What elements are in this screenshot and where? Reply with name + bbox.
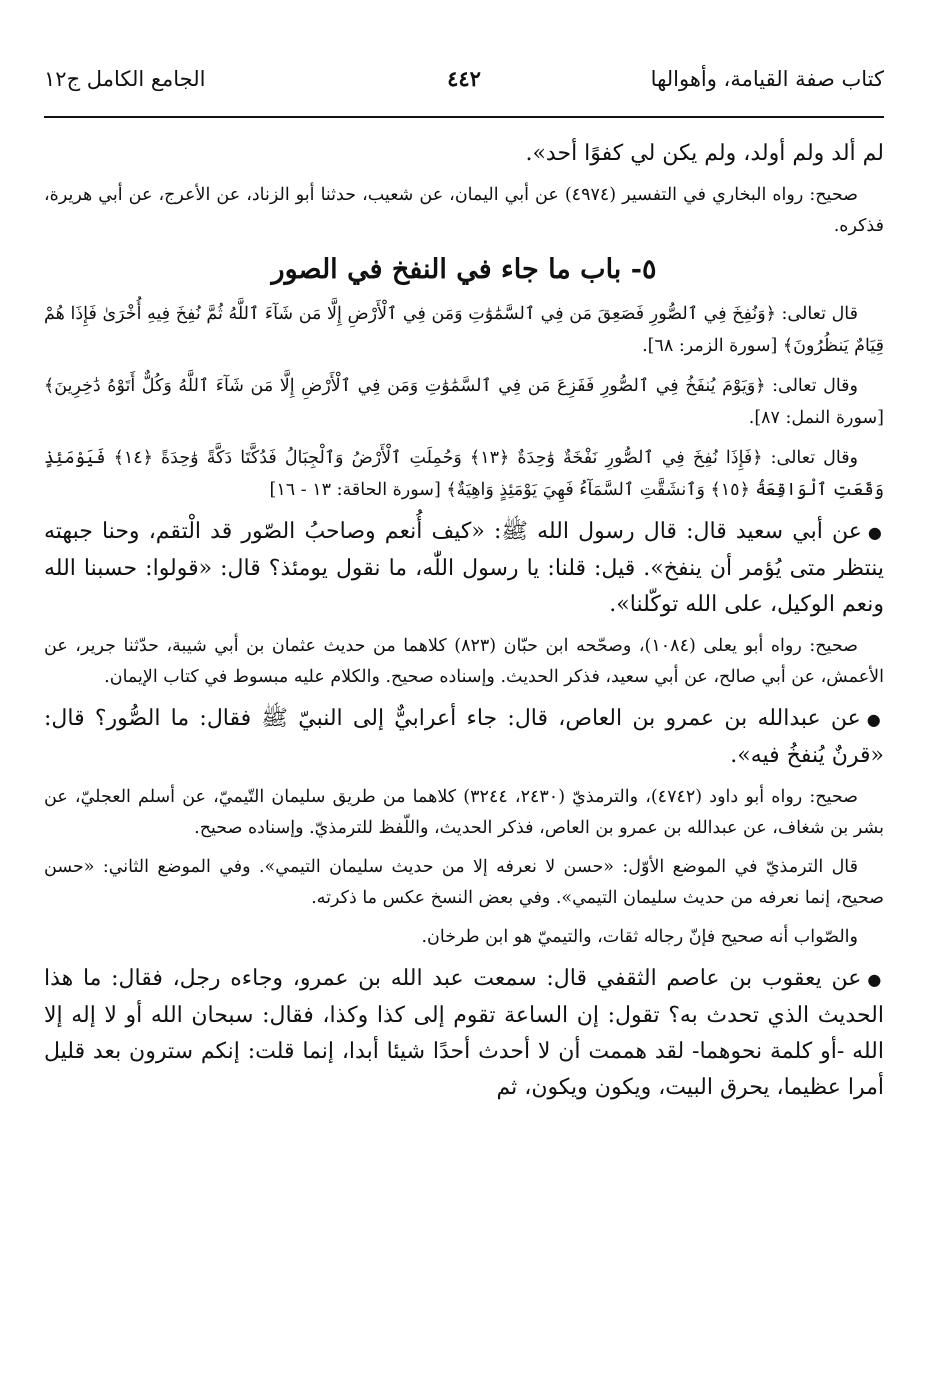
header-book-section: كتاب صفة القيامة، وأهوالها	[650, 67, 884, 91]
takhrij-paragraph: صحيح: رواه أبو يعلى (١٠٨٤)، وصحّحه ابن حبّان (٨٢٣) كلاهما من حديث عثمان بن أبي شيبة، حدّثنا جرير، عن الأعمش، عن أبي صالح، عن أبي سعيد، فذكر الحديث. وإسناده صحيح. والكلام عليه مبسوط في كتاب الإيمان.	[44, 636, 884, 687]
quran-verse-haqqa: وقال تعالى: ﴿فَإِذَا نُفِخَ فِي ٱلصُّورِ نَفْخَةٌ وَٰحِدَةٌ ﴿١٣﴾ وَحُمِلَتِ ٱلْأَرْضُ وَٱلْجِبَالُ فَدُكَّتَا دَكَّةً وَٰحِدَةً ﴿١٤﴾ فَيَوْمَئِذٍ وَقَعَتِ ٱلْوَاقِعَةُ ﴿١٥﴾ وَٱنشَقَّتِ ٱلسَّمَآءُ فَهِيَ يَوْمَئِذٍ وَاهِيَةٌ﴾ [سورة الحاقة: ١٣ - ١٦]	[44, 448, 884, 500]
commentary-paragraph: والصّواب أنه صحيح فإنّ رجاله ثقات، والتيميّ هو ابن طرخان.	[421, 927, 858, 947]
quran-verse-zumar: قال تعالى: ﴿وَنُفِخَ فِي ٱلصُّورِ فَصَعِقَ مَن فِي ٱلسَّمَٰوَٰتِ وَمَن فِي ٱلْأَرْضِ إِلَّا مَن شَآءَ ٱللَّهُ ثُمَّ نُفِخَ فِيهِ أُخْرَىٰ فَإِذَا هُمْ قِيَامٌ يَنظُرُونَ﴾ [سورة الزمر: ٦٨].	[44, 304, 884, 356]
page-number: ٤٤٢	[447, 66, 481, 91]
bullet-icon: ●	[867, 523, 884, 542]
page-header	[44, 0, 884, 118]
page-content	[44, 118, 884, 1106]
takhrij-paragraph: صحيح: رواه أبو داود (٤٧٤٢)، والترمذيّ (٢٤٣٠، ٣٢٤٤) كلاهما من طريق سليمان التّيميّ، عن أسلم العجليّ، عن بشر بن شغاف، عن عبدالله بن عمرو بن العاص، فذكر الحديث، واللّفظ للترمذيّ. وإسناده صحيح.	[44, 787, 884, 838]
hadith-text: عن يعقوب بن عاصم الثقفي قال: سمعت عبد الله بن عمرو، وجاءه رجل، فقال: ما هذا الحديث الذي تحدث به؟ تقول: إن الساعة تقوم إلى كذا وكذا، فقال: سبحان الله أو لا إله إلا الله -أو كلمة نحوهما- لقد هممت أن لا أحدث أحدًا شيئا أبدا، إنما قلت: إنكم سترون بعد قليل أمرا عظيما، يحرق البيت، ويكون ويكون، ثم	[44, 966, 884, 1100]
hadith-text: عن عبدالله بن عمرو بن العاص، قال: جاء أعرابيٌّ إلى النبيّ ﷺ فقال: ما الصُّور؟ قال: «قرنٌ يُنفخُ فيه».	[44, 706, 884, 768]
hadith-continuation: لم ألد ولم أولد، ولم يكن لي كفوًا أحد».	[525, 141, 884, 166]
quran-verse-naml: وقال تعالى: ﴿وَيَوْمَ يُنفَخُ فِي ٱلصُّورِ فَفَزِعَ مَن فِي ٱلسَّمَٰوَٰتِ وَمَن فِي ٱلْأَرْضِ إِلَّا مَن شَآءَ ٱللَّهُ وَكُلٌّ أَتَوْهُ دَٰخِرِينَ﴾ [سورة النمل: ٨٧].	[44, 376, 884, 428]
commentary-paragraph: قال الترمذيّ في الموضع الأوّل: «حسن لا نعرفه إلا من حديث سليمان التيمي». وفي الموضع الثاني: «حسن صحيح، إنما نعرفه من حديث سليمان التيمي». وفي بعض النسخ عكس ما ذكرته.	[44, 857, 884, 908]
chapter-title: ٥- باب ما جاء في النفخ في الصور	[271, 254, 657, 285]
hadith-paragraph	[44, 701, 884, 774]
header-book-title: الجامع الكامل ج١٢	[44, 67, 206, 91]
bullet-icon: ●	[867, 970, 884, 989]
hadith-paragraph	[44, 961, 884, 1106]
hadith-text: عن أبي سعيد قال: قال رسول الله ﷺ: «كيف أُنعم وصاحبُ الصّور قد الْتقم، وحنا جبهته ينتظر متى يُؤمر أن ينفخ». قيل: قلنا: يا رسول اللّٰه، ما نقول يومئذ؟ قال: «قولوا: حسبنا الله ونعم الوكيل، على الله توكّلنا».	[44, 519, 884, 617]
takhrij-paragraph: صحيح: رواه البخاري في التفسير (٤٩٧٤) عن أبي اليمان، عن شعيب، حدثنا أبو الزناد، عن الأعرج، عن أبي هريرة، فذكره.	[44, 185, 884, 236]
bullet-icon: ●	[866, 710, 884, 729]
hadith-paragraph	[44, 514, 884, 623]
